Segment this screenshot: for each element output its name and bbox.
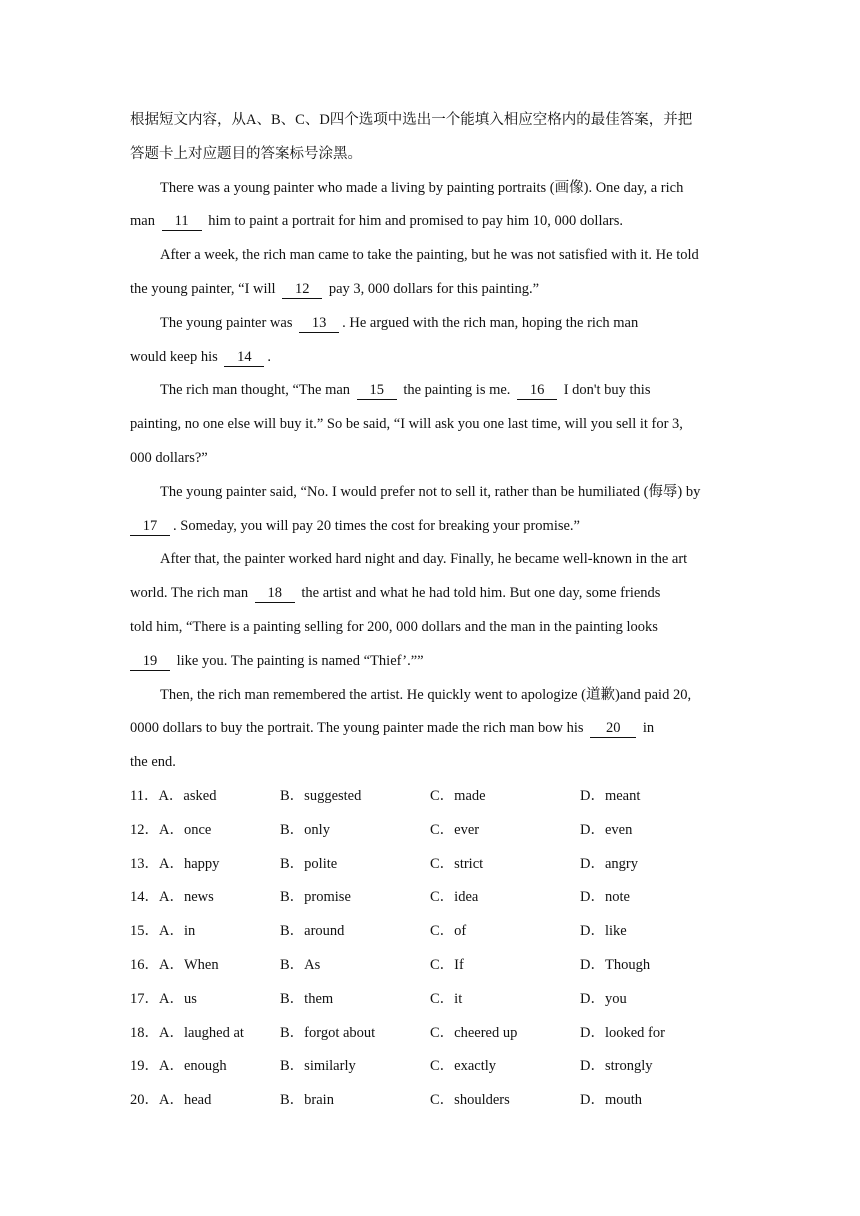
option-b: B．similarly <box>280 1058 356 1075</box>
option-row-14 <box>130 881 732 915</box>
option-d: D．like <box>580 923 627 940</box>
blank-12: 12 <box>282 280 322 299</box>
paragraph-4-line-2: painting, no one else will buy it.” So be said, “I will ask you one last time, will you sell it for 3, <box>130 416 683 433</box>
blank-20: 20 <box>590 719 636 738</box>
option-a: 18．A．laughed at <box>130 1024 244 1041</box>
blank-15: 15 <box>357 381 397 400</box>
option-b: B．forgot about <box>280 1024 376 1041</box>
option-row-16 <box>130 949 732 983</box>
blank-11: 11 <box>162 212 202 231</box>
paragraph-6-line-1: After that, the painter worked hard night and day. Finally, he became well-known in the art <box>160 551 688 568</box>
option-a: 15．A．in <box>130 923 196 940</box>
paragraph-6-line-4 <box>130 645 732 679</box>
text: world. The rich man <box>130 585 249 602</box>
option-a: 14．A．news <box>130 889 214 906</box>
text: . Someday, you will pay 20 times the cost for breaking your promise.” <box>173 517 580 534</box>
option-b: B．suggested <box>280 787 362 804</box>
text: the artist and what he had told him. But one day, some friends <box>301 585 661 602</box>
blank-17: 17 <box>130 517 170 536</box>
option-c: C．made <box>430 787 486 804</box>
option-b: B．only <box>280 821 330 838</box>
paragraph-6-line-3: told him, “There is a painting selling for 200, 000 dollars and the man in the painting looks <box>130 618 658 635</box>
option-c: C．strict <box>430 855 484 872</box>
text: . He argued with the rich man, hoping the rich man <box>342 314 639 331</box>
option-c: C．If <box>430 956 464 973</box>
option-a: 12．A．once <box>130 821 212 838</box>
paragraph-2-line-1: After a week, the rich man came to take the painting, but he was not satisfied with it. He told <box>160 247 699 264</box>
option-c: C．shoulders <box>430 1092 510 1109</box>
text: man <box>130 213 155 230</box>
text: I don't buy this <box>563 382 651 399</box>
option-d: D．Though <box>580 956 651 973</box>
option-row-13 <box>130 848 732 882</box>
paragraph-1-line-1: There was a young painter who made a living by painting portraits (画像). One day, a rich <box>160 179 684 196</box>
option-b: B．around <box>280 923 345 940</box>
paragraph-7-line-2 <box>130 712 732 746</box>
paragraph-7-line-1: Then, the rich man remembered the artist. He quickly went to apologize (道歉)and paid 20, <box>160 686 692 703</box>
options-list <box>130 780 732 1118</box>
option-d: D．meant <box>580 787 641 804</box>
option-c: C．it <box>430 990 463 1007</box>
option-b: B．brain <box>280 1092 334 1109</box>
text: 0000 dollars to buy the portrait. The young painter made the rich man bow his <box>130 720 584 737</box>
option-b: B．them <box>280 990 334 1007</box>
blank-13: 13 <box>299 314 339 333</box>
option-a: 13．A．happy <box>130 855 220 872</box>
paragraph-1-line-2 <box>130 205 732 239</box>
paragraph-5-line-2 <box>130 510 732 544</box>
text: the painting is me. <box>403 382 511 399</box>
paragraph-2-line-2 <box>130 273 732 307</box>
paragraph-3-line-2 <box>130 341 732 375</box>
option-d: D．looked for <box>580 1024 665 1041</box>
option-row-12 <box>130 814 732 848</box>
blank-14: 14 <box>224 348 264 367</box>
option-d: D．angry <box>580 855 638 872</box>
paragraph-4-line-1 <box>130 374 732 408</box>
option-d: D．strongly <box>580 1058 653 1075</box>
option-row-20 <box>130 1084 732 1118</box>
option-c: C．exactly <box>430 1058 497 1075</box>
option-d: D．even <box>580 821 633 838</box>
option-row-11 <box>130 780 732 814</box>
option-a: 17．A．us <box>130 990 197 1007</box>
option-c: C．idea <box>430 889 479 906</box>
option-row-19 <box>130 1050 732 1084</box>
text: The young painter was <box>160 314 293 331</box>
option-c: C．ever <box>430 821 480 838</box>
text: like you. The painting is named “Thief’.”” <box>176 652 424 669</box>
option-a: 16．A．When <box>130 956 219 973</box>
document-page <box>130 104 732 1118</box>
text: would keep his <box>130 348 218 365</box>
text: pay 3, 000 dollars for this painting.” <box>328 280 540 297</box>
option-b: B．promise <box>280 889 351 906</box>
text: in <box>642 720 655 737</box>
option-d: D．mouth <box>580 1092 643 1109</box>
option-a: 19．A．enough <box>130 1058 227 1075</box>
instruction-line-1: 根据短文内容，从A、B、C、D四个选项中选出一个能填入相应空格内的最佳答案，并把 <box>130 112 693 128</box>
blank-16: 16 <box>517 381 557 400</box>
text: him to paint a portrait for him and promised to pay him 10, 000 dollars. <box>208 213 624 230</box>
option-a: 11．A．asked <box>130 787 217 804</box>
instruction-line-2: 答题卡上对应题目的答案标号涂黑。 <box>130 145 362 162</box>
option-a: 20．A．head <box>130 1092 212 1109</box>
option-d: D．note <box>580 889 630 906</box>
option-c: C．cheered up <box>430 1024 518 1041</box>
text: the young painter, “I will <box>130 280 276 297</box>
option-row-15 <box>130 915 732 949</box>
paragraph-5-line-1: The young painter said, “No. I would prefer not to sell it, rather than be humiliated (侮辱) by <box>160 483 701 500</box>
text: . <box>267 348 272 365</box>
option-row-18 <box>130 1017 732 1051</box>
blank-19: 19 <box>130 652 170 671</box>
paragraph-3-line-1 <box>130 307 732 341</box>
paragraph-6-line-2 <box>130 577 732 611</box>
paragraph-7-line-3: the end. <box>130 754 176 771</box>
option-c: C．of <box>430 923 467 940</box>
option-b: B．As <box>280 956 321 973</box>
option-row-17 <box>130 983 732 1017</box>
text: The rich man thought, “The man <box>160 382 351 399</box>
paragraph-4-line-3: 000 dollars?” <box>130 449 208 466</box>
option-d: D．you <box>580 990 627 1007</box>
option-b: B．polite <box>280 855 338 872</box>
blank-18: 18 <box>255 584 295 603</box>
